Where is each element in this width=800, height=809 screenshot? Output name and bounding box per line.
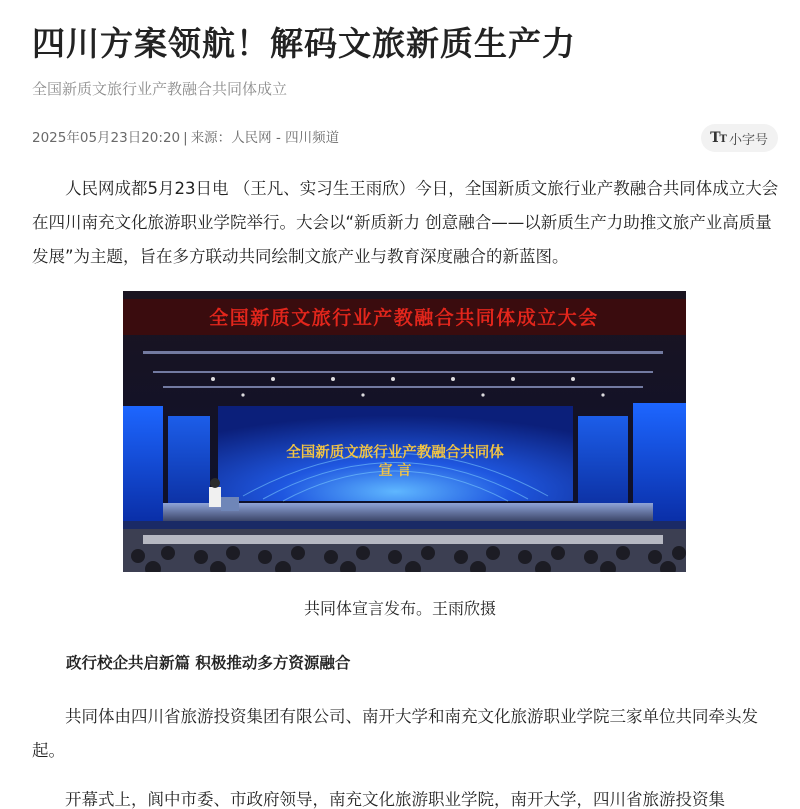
article-subtitle: 全国新质文旅行业产教融合共同体成立 bbox=[32, 80, 288, 98]
source-label: 来源： bbox=[190, 130, 232, 146]
screen-subtitle-text: 宣 言 bbox=[378, 463, 412, 479]
left-side-screen bbox=[123, 406, 163, 521]
text-size-icon: TT bbox=[710, 130, 726, 146]
speaker-figure bbox=[209, 487, 221, 507]
meta-separator: | bbox=[183, 130, 188, 146]
article-meta bbox=[32, 128, 339, 148]
section-heading: 政行校企共启新篇 积极推动多方资源融合 bbox=[66, 654, 351, 672]
source-link[interactable]: 人民网 - 四川频道 bbox=[231, 130, 340, 146]
screen-title-text: 全国新质文旅行业产教融合共同体 bbox=[286, 444, 504, 461]
font-size-toggle-button[interactable] bbox=[701, 124, 778, 152]
font-size-toggle-label: 小字号 bbox=[728, 132, 768, 148]
banner-text: 全国新质文旅行业产教融合共同体成立大会 bbox=[209, 307, 599, 329]
article-photo bbox=[123, 291, 686, 572]
article-paragraph-2: 共同体由四川省旅游投资集团有限公司、南开大学和南充文化旅游职业学院三家单位共同牵头发起。 bbox=[32, 707, 758, 760]
article-title: 四川方案领航！解码文旅新质生产力 bbox=[32, 24, 576, 63]
article-paragraph-1: 人民网成都5月23日电 （王凡、实习生王雨欣）今日，全国新质文旅行业产教融合共同体成立大会在四川南充文化旅游职业学院举行。大会以“新质新力 创意融合——以新质生产力助推文旅产业高质量发展”为主题，旨在多方联动共同绘制文旅产业与教育深度融合的新蓝图。 bbox=[32, 179, 779, 266]
article-paragraph-3: 开幕式上，阆中市委、市政府领导，南充文化旅游职业学院，南开大学，四川省旅游投资集 bbox=[65, 790, 725, 809]
publish-datetime: 2025年05月23日20:20 bbox=[32, 130, 181, 146]
photo-caption: 共同体宣言发布。王雨欣摄 bbox=[303, 599, 496, 618]
